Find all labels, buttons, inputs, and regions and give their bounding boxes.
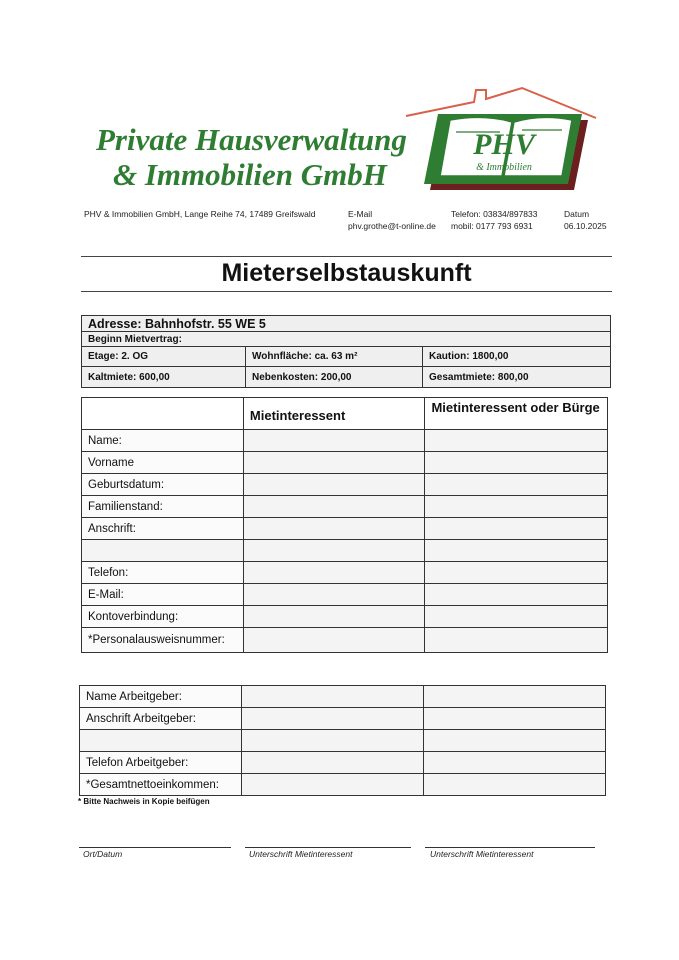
deposit: Kaution: 1800,00 [422, 347, 610, 366]
signature-label-1: Unterschrift Mietinteressent [249, 849, 353, 859]
guarantor-email-field[interactable] [425, 584, 608, 606]
guarantor-address-field-2[interactable] [425, 540, 608, 562]
date-value: 06.10.2025 [564, 221, 607, 231]
date-label: Datum [564, 209, 590, 219]
row-label-name: Name: [82, 430, 244, 452]
row-label-firstname: Vorname [82, 452, 244, 474]
logo-sub-text: & Immobilien [476, 162, 532, 173]
guarantor-employer-phone-field[interactable] [424, 752, 606, 774]
guarantor-id-number-field[interactable] [425, 628, 608, 653]
signature-line-1 [245, 847, 411, 848]
row-label-employer-address-cont [80, 730, 242, 752]
employer-table [79, 685, 606, 796]
guarantor-firstname-field[interactable] [425, 452, 608, 474]
applicant-email-field[interactable] [243, 584, 425, 606]
signature-line-2 [425, 847, 595, 848]
guarantor-employer-address-field-2[interactable] [424, 730, 606, 752]
form-title: Mieterselbstauskunft [221, 259, 472, 287]
logo-main-text: PHV [473, 128, 535, 161]
applicant-address-field[interactable] [243, 518, 425, 540]
floor: Etage: 2. OG [88, 351, 149, 362]
row-label-employer-address: Anschrift Arbeitgeber: [80, 708, 242, 730]
email-label: E-Mail [348, 209, 373, 219]
table-corner [82, 398, 244, 430]
row-label-id-number: *Personalausweisnummer: [82, 628, 244, 653]
roof-outline [406, 88, 596, 118]
row-label-address-cont [82, 540, 244, 562]
guarantor-bank-account-field[interactable] [425, 606, 608, 628]
guarantor-birthdate-field[interactable] [425, 474, 608, 496]
applicant-id-number-field[interactable] [243, 628, 425, 653]
applicant-marital-status-field[interactable] [243, 496, 425, 518]
guarantor-name-field[interactable] [425, 430, 608, 452]
cold-rent: Kaltmiete: 600,00 [88, 371, 170, 383]
applicant-phone-field[interactable] [243, 562, 425, 584]
applicant-table [81, 397, 608, 653]
applicant-name-field[interactable] [243, 430, 425, 452]
row-label-birthdate: Geburtsdatum: [82, 474, 244, 496]
guarantor-phone-field[interactable] [425, 562, 608, 584]
applicant-employer-address-field-2[interactable] [241, 730, 424, 752]
contract-start: Beginn Mietvertrag: [88, 333, 182, 345]
property-info-box [81, 315, 611, 388]
applicant-employer-phone-field[interactable] [241, 752, 424, 774]
place-date-label: Ort/Datum [83, 849, 123, 859]
applicant-employer-name-field[interactable] [241, 686, 424, 708]
footnote: * Bitte Nachweis in Kopie beifügen [78, 797, 210, 806]
guarantor-address-field[interactable] [425, 518, 608, 540]
company-logo [404, 84, 600, 208]
company-name-line2: & Immobilien GmbH [113, 157, 387, 192]
row-label-bank-account: Kontoverbindung: [82, 606, 244, 628]
guarantor-employer-name-field[interactable] [424, 686, 606, 708]
row-label-address: Anschrift: [82, 518, 244, 540]
signature-label-2: Unterschrift Mietinteressent [430, 849, 534, 859]
property-address: Adresse: Bahnhofstr. 55 WE 5 [88, 316, 266, 331]
email-value: phv.grothe@t-online.de [348, 221, 436, 231]
guarantor-employer-address-field[interactable] [424, 708, 606, 730]
company-address: PHV & Immobilien GmbH, Lange Reihe 74, 17489 Greifswald [84, 209, 316, 219]
row-label-email: E-Mail: [82, 584, 244, 606]
guarantor-net-income-field[interactable] [424, 774, 606, 796]
applicant-birthdate-field[interactable] [243, 474, 425, 496]
row-label-employer-name: Name Arbeitgeber: [80, 686, 242, 708]
row-label-net-income: *Gesamtnettoeinkommen: [80, 774, 242, 796]
applicant-bank-account-field[interactable] [243, 606, 425, 628]
title-rule-top [81, 256, 612, 257]
additional-costs: Nebenkosten: 200,00 [245, 367, 422, 387]
phone-label: Telefon: 03834/897833 [451, 209, 538, 219]
applicant-address-field-2[interactable] [243, 540, 425, 562]
header-applicant: Mietinteressent [243, 398, 425, 430]
header-applicant-or-guarantor: Mietinteressent oder Bürge [425, 398, 608, 430]
company-name-line1: Private Hausverwaltung [96, 122, 407, 157]
mobile-label: mobil: 0177 793 6931 [451, 221, 533, 231]
total-rent: Gesamtmiete: 800,00 [422, 367, 610, 387]
row-label-employer-phone: Telefon Arbeitgeber: [80, 752, 242, 774]
applicant-net-income-field[interactable] [241, 774, 424, 796]
applicant-employer-address-field[interactable] [241, 708, 424, 730]
living-area: Wohnfläche: ca. 63 m² [245, 347, 422, 366]
row-label-phone: Telefon: [82, 562, 244, 584]
row-label-marital-status: Familienstand: [82, 496, 244, 518]
guarantor-marital-status-field[interactable] [425, 496, 608, 518]
place-date-line [79, 847, 231, 848]
applicant-firstname-field[interactable] [243, 452, 425, 474]
title-rule-bottom [81, 291, 612, 292]
